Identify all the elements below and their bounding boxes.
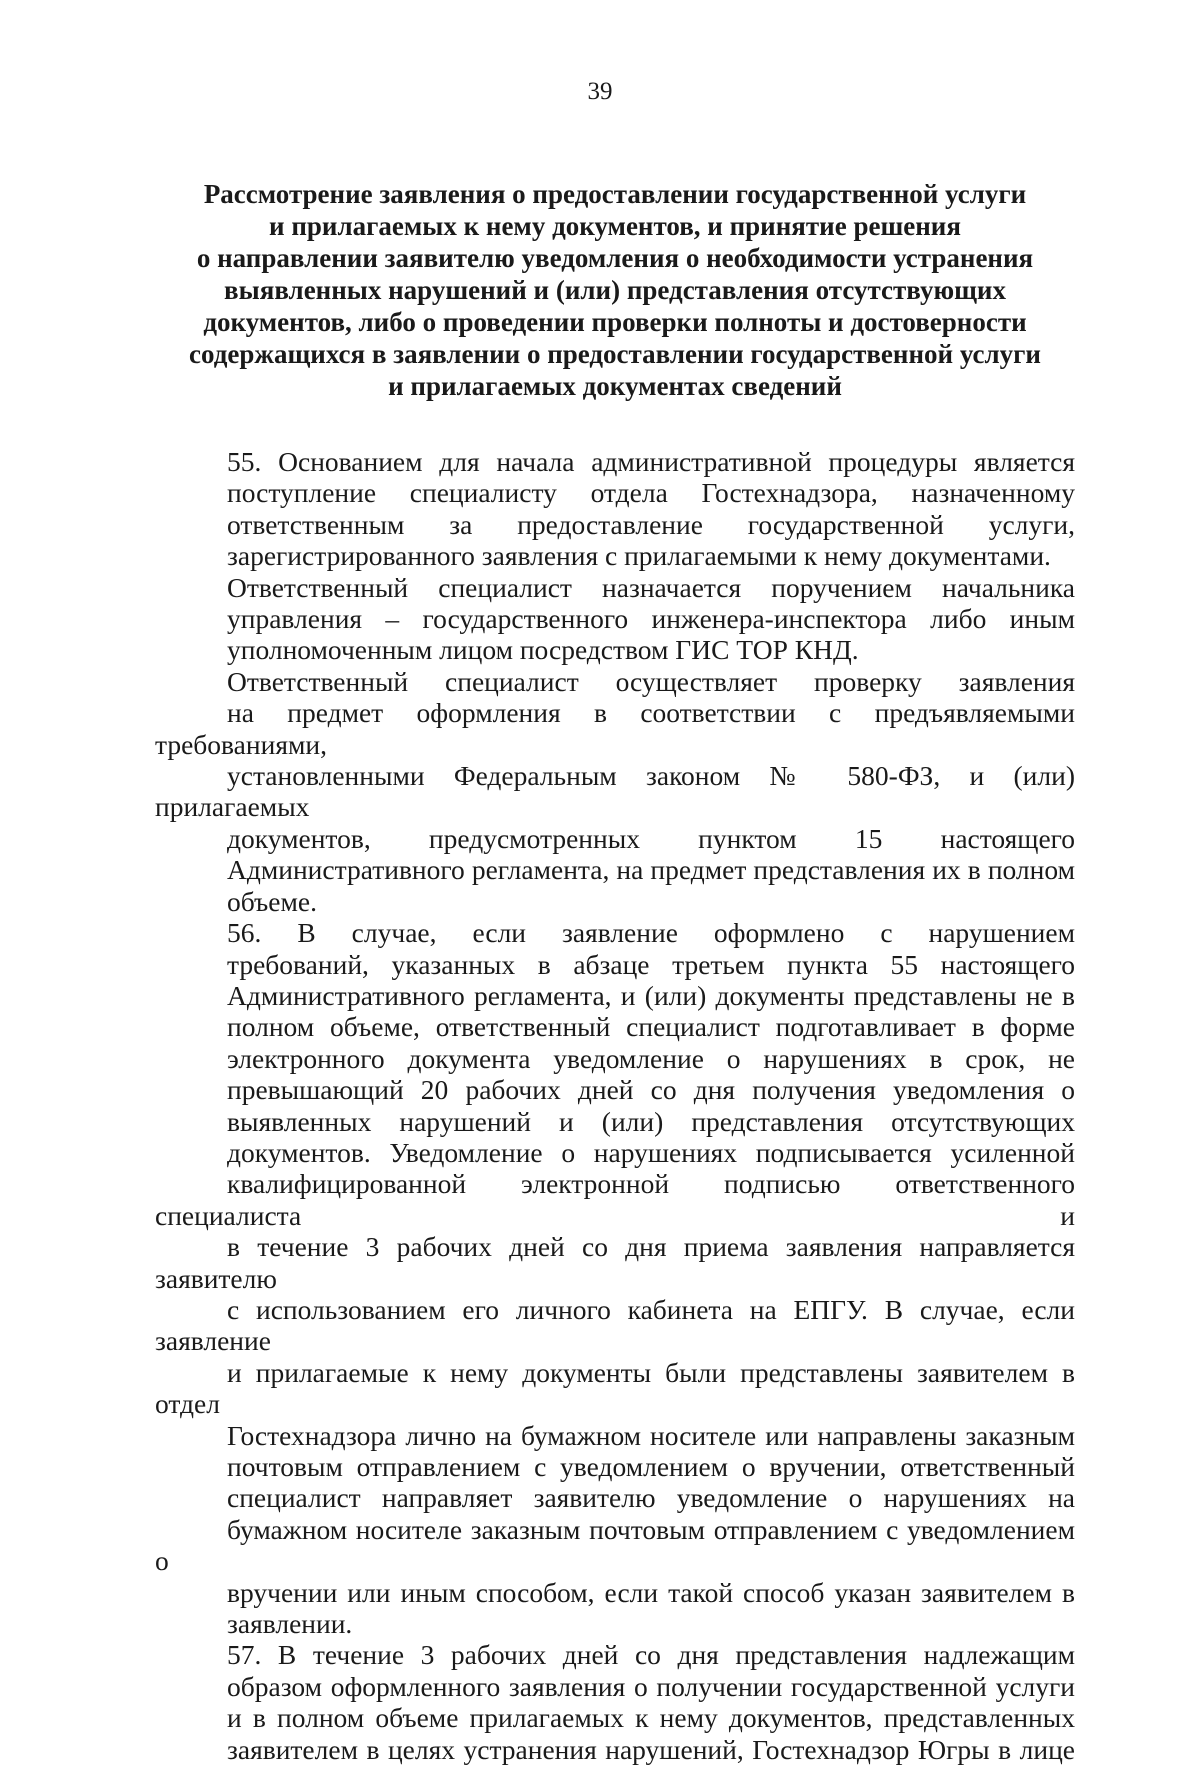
text-line: управления – государственного инженера-инспектора либо иным bbox=[227, 603, 1075, 635]
heading-line: Рассмотрение заявления о предоставлении государственной услуги bbox=[203, 179, 1027, 209]
text-line: 55. Основанием для начала административной процедуры является bbox=[227, 446, 1075, 477]
text-line: и в полном объеме прилагаемых к нему документов, представленных bbox=[227, 1702, 1075, 1734]
text-line: Ответственный специалист осуществляет проверку заявления bbox=[227, 665, 1075, 697]
text-line: ответственным за предоставление государственной услуги, bbox=[227, 508, 1075, 540]
page-number: 39 bbox=[587, 78, 613, 105]
paragraph-55 bbox=[155, 446, 1075, 572]
document-body bbox=[155, 446, 1075, 1765]
heading-line: о направлении заявителю уведомления о необходимости устранения bbox=[196, 243, 1034, 273]
text-line: и прилагаемые к нему документы были представлены заявителем в отдел bbox=[155, 1356, 1075, 1420]
text-line: с использованием его личного кабинета на ЕПГУ. В случае, если заявление bbox=[155, 1293, 1075, 1357]
heading-line: содержащихся в заявлении о предоставлении государственной услуги bbox=[189, 339, 1041, 369]
text-line: объеме. bbox=[227, 885, 317, 917]
text-line: образом оформленного заявления о получении государственной услуги bbox=[227, 1670, 1075, 1702]
text-line: заявителем в целях устранения нарушений, Гостехнадзор Югры в лице bbox=[227, 1733, 1075, 1765]
heading-line: документов, либо о проведении проверки полноты и достоверности bbox=[203, 307, 1027, 337]
text-line: превышающий 20 рабочих дней со дня получения уведомления о bbox=[227, 1074, 1075, 1106]
paragraph-verification bbox=[155, 666, 1075, 917]
text-line: документов, предусмотренных пунктом 15 настоящего bbox=[227, 822, 1075, 854]
text-line: выявленных нарушений и (или) представления отсутствующих bbox=[227, 1105, 1075, 1137]
section-heading bbox=[150, 178, 1080, 402]
text-line: 56. В случае, если заявление оформлено с нарушением bbox=[227, 917, 1075, 949]
text-line: Гостехнадзора лично на бумажном носителе или направлены заказным bbox=[227, 1419, 1075, 1451]
text-line: полном объеме, ответственный специалист подготавливает в форме bbox=[227, 1011, 1075, 1043]
text-line: требований, указанных в абзаце третьем пункта 55 настоящего bbox=[227, 948, 1075, 980]
text-line: бумажном носителе заказным почтовым отправлением с уведомлением о bbox=[155, 1513, 1075, 1577]
text-line: документов. Уведомление о нарушениях подписывается усиленной bbox=[227, 1136, 1075, 1168]
text-line: заявлении. bbox=[227, 1608, 353, 1640]
text-line: электронного документа уведомление о нарушениях в срок, не bbox=[227, 1042, 1075, 1074]
text-line: на предмет оформления в соответствии с предъявляемыми требованиями, bbox=[155, 697, 1075, 760]
text-line: установленными Федеральным законом № 580-ФЗ, и (или) прилагаемых bbox=[155, 760, 1075, 823]
paragraph-57 bbox=[155, 1639, 1075, 1765]
heading-line: выявленных нарушений и (или) представления отсутствующих bbox=[224, 275, 1006, 305]
text-line: вручении или иным способом, если такой способ указан заявителем в bbox=[227, 1576, 1075, 1608]
paragraph-56 bbox=[155, 917, 1075, 1639]
text-line: почтовым отправлением с уведомлением о вручении, ответственный bbox=[227, 1451, 1075, 1482]
text-line: Административного регламента, на предмет представления их в полном bbox=[227, 854, 1075, 886]
heading-line: и прилагаемых документах сведений bbox=[388, 371, 842, 401]
text-line: квалифицированной электронной подписью ответственного специалиста и bbox=[155, 1168, 1075, 1231]
text-line: в течение 3 рабочих дней со дня приема заявления направляется заявителю bbox=[155, 1231, 1075, 1294]
text-line: поступление специалисту отдела Гостехнадзора, назначенному bbox=[227, 477, 1075, 509]
text-line: специалист направляет заявителю уведомление о нарушениях на bbox=[227, 1482, 1075, 1514]
paragraph-responsible-appointment bbox=[155, 572, 1075, 666]
heading-line: и прилагаемых к нему документов, и принятие решения bbox=[269, 211, 961, 241]
text-line: зарегистрированного заявления с прилагаемыми к нему документами. bbox=[227, 540, 1051, 572]
text-line: Административного регламента, и (или) документы представлены не в bbox=[227, 979, 1075, 1011]
text-line: 57. В течение 3 рабочих дней со дня представления надлежащим bbox=[227, 1639, 1075, 1671]
text-line: уполномоченным лицом посредством ГИС ТОР КНД. bbox=[227, 634, 859, 666]
text-line: Ответственный специалист назначается поручением начальника bbox=[227, 571, 1075, 603]
